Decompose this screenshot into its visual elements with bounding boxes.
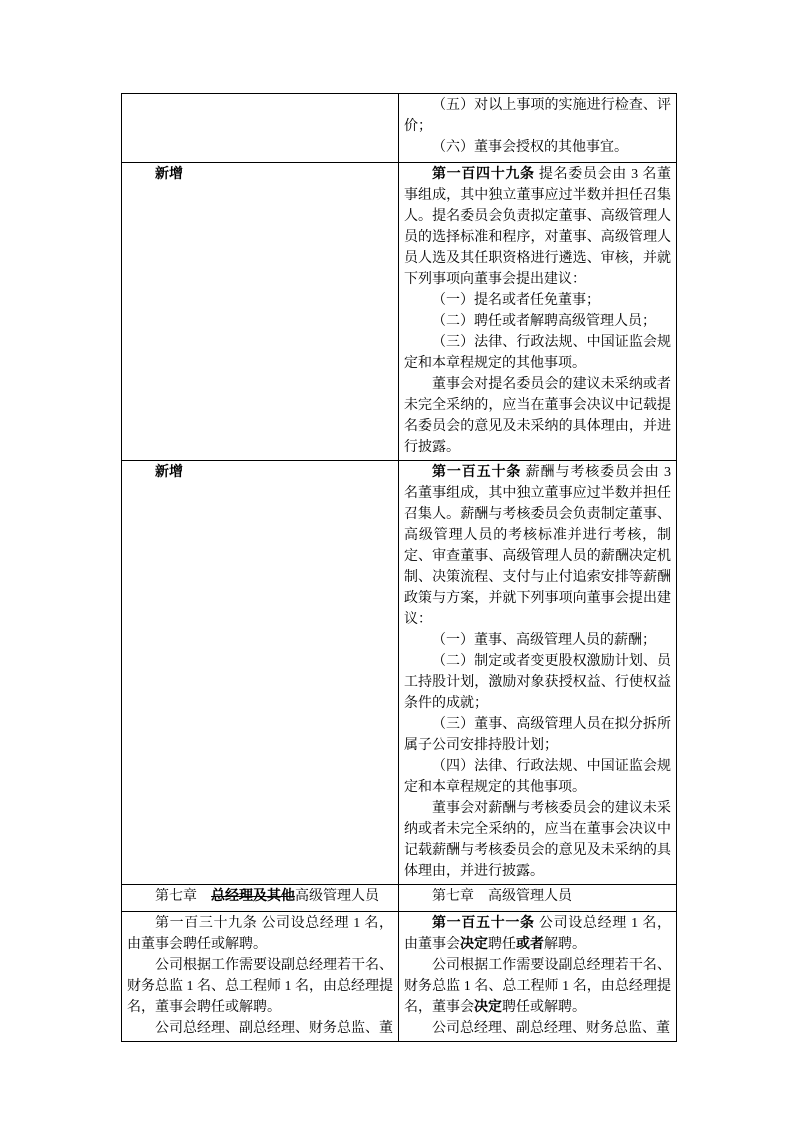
paragraph: [127, 913, 393, 955]
deleted-text: 总经理及其他: [211, 889, 295, 904]
emphasized-text: 第一百五十条: [432, 465, 522, 480]
paragraph: [404, 95, 671, 137]
paragraph: [404, 913, 671, 955]
row-article-149: [122, 163, 677, 461]
paragraph: [404, 1018, 671, 1039]
row-article-139-151-cell-old: [122, 912, 399, 1042]
row-continuation-top: [122, 94, 677, 163]
paragraph: [404, 756, 671, 798]
text-run: （四）法律、行政法规、中国证监会规定和本章程规定的其他事项。: [404, 759, 671, 795]
row-article-139-151: [122, 912, 677, 1042]
paragraph: [404, 311, 671, 332]
row-article-139-151-cell-new: [399, 912, 677, 1042]
row-article-149-cell-new: [399, 163, 677, 461]
text-run: 第七章 高级管理人员: [432, 889, 572, 904]
emphasized-text: 决定: [474, 1000, 502, 1015]
emphasized-text: 或者: [516, 937, 544, 952]
text-run: 公司设总经理 1 名，由董事会: [404, 916, 672, 952]
paragraph: [404, 374, 671, 458]
paragraph: [404, 462, 671, 630]
paragraph: [404, 886, 671, 907]
text-run: 提名委员会由 3 名董事组成，其中独立董事应过半数并担任召集人。提名委员会负责拟定董事、高级管理人员的选择标准和程序，对董事、高级管理人员人选及其任职资格进行遴选、审核，并就下列事项向董事会提出建议：: [404, 167, 672, 287]
paragraph: [127, 164, 393, 185]
text-run: 董事会对薪酬与考核委员会的建议未采纳或者未完全采纳的，应当在董事会决议中记载薪酬与考核委员会的意见及未采纳的具体理由，并进行披露。: [404, 801, 671, 879]
paragraph: [404, 290, 671, 311]
text-run: 聘任: [488, 937, 516, 952]
text-run: （一）提名或者任免董事；: [432, 293, 600, 308]
comparison-table: [121, 93, 677, 1042]
paragraph: [127, 955, 393, 1018]
paragraph: [127, 462, 393, 483]
paragraph: [404, 955, 671, 1018]
text-run: （六）董事会授权的其他事宜。: [432, 140, 628, 155]
row-article-150-cell-old: [122, 461, 399, 885]
text-run: 聘任或解聘。: [502, 1000, 586, 1015]
paragraph: [404, 137, 671, 158]
text-run: （二）聘任或者解聘高级管理人员；: [432, 314, 656, 329]
emphasized-text: 第一百五十一条: [432, 916, 535, 931]
paragraph: [404, 798, 671, 882]
row-chapter-7-cell-old: [122, 885, 399, 912]
row-continuation-top-cell-old: [122, 94, 399, 163]
text-run: 解聘。: [544, 937, 586, 952]
text-run: 公司总经理、副总经理、财务总监、董: [432, 1021, 670, 1036]
emphasized-text: 新增: [155, 167, 183, 182]
paragraph: [404, 164, 671, 290]
text-run: 高级管理人员: [295, 889, 379, 904]
text-run: 第七章: [155, 889, 211, 904]
paragraph: [404, 630, 671, 651]
text-run: 公司根据工作需要设副总经理若干名、财务总监 1 名、总工程师 1 名，由总经理提名，董事会: [404, 958, 671, 1015]
emphasized-text: 第一百四十九条: [432, 167, 535, 182]
text-run: （三）董事、高级管理人员在拟分拆所属子公司安排持股计划；: [404, 717, 671, 753]
text-run: 第一百三十九条 公司设总经理 1 名，由董事会聘任或解聘。: [127, 916, 393, 952]
paragraph: [127, 1018, 393, 1039]
row-chapter-7-cell-new: [399, 885, 677, 912]
comparison-table-body: [122, 94, 677, 1042]
emphasized-text: 新增: [155, 465, 183, 480]
text-run: （五）对以上事项的实施进行检查、评价；: [404, 98, 671, 134]
paragraph: [404, 332, 671, 374]
row-chapter-7: [122, 885, 677, 912]
row-continuation-top-cell-new: [399, 94, 677, 163]
text-run: （三）法律、行政法规、中国证监会规定和本章程规定的其他事项。: [404, 335, 671, 371]
text-run: 董事会对提名委员会的建议未采纳或者未完全采纳的，应当在董事会决议中记载提名委员会的意见及未采纳的具体理由，并进行披露。: [404, 377, 671, 455]
paragraph: [404, 651, 671, 714]
row-article-150-cell-new: [399, 461, 677, 885]
text-run: 公司总经理、副总经理、财务总监、董: [155, 1021, 393, 1036]
revision-comparison-table: [121, 93, 676, 1042]
text-run: （一）董事、高级管理人员的薪酬；: [432, 633, 656, 648]
row-article-149-cell-old: [122, 163, 399, 461]
text-run: 公司根据工作需要设副总经理若干名、财务总监 1 名、总工程师 1 名，由总经理提名，董事会聘任或解聘。: [127, 958, 393, 1015]
emphasized-text: 决定: [460, 937, 488, 952]
text-run: 薪酬与考核委员会由 3 名董事组成，其中独立董事应过半数并担任召集人。薪酬与考核委员会负责制定董事、高级管理人员的考核标准并进行考核，制定、审查董事、高级管理人员的薪酬决定机制、决策流程、支付与止付追索安排等薪酬政策与方案，并就下列事项向董事会提出建议：: [404, 465, 672, 627]
row-article-150: [122, 461, 677, 885]
text-run: （二）制定或者变更股权激励计划、员工持股计划，激励对象获授权益、行使权益条件的成就；: [404, 654, 671, 711]
paragraph: [404, 714, 671, 756]
paragraph: [127, 886, 393, 907]
